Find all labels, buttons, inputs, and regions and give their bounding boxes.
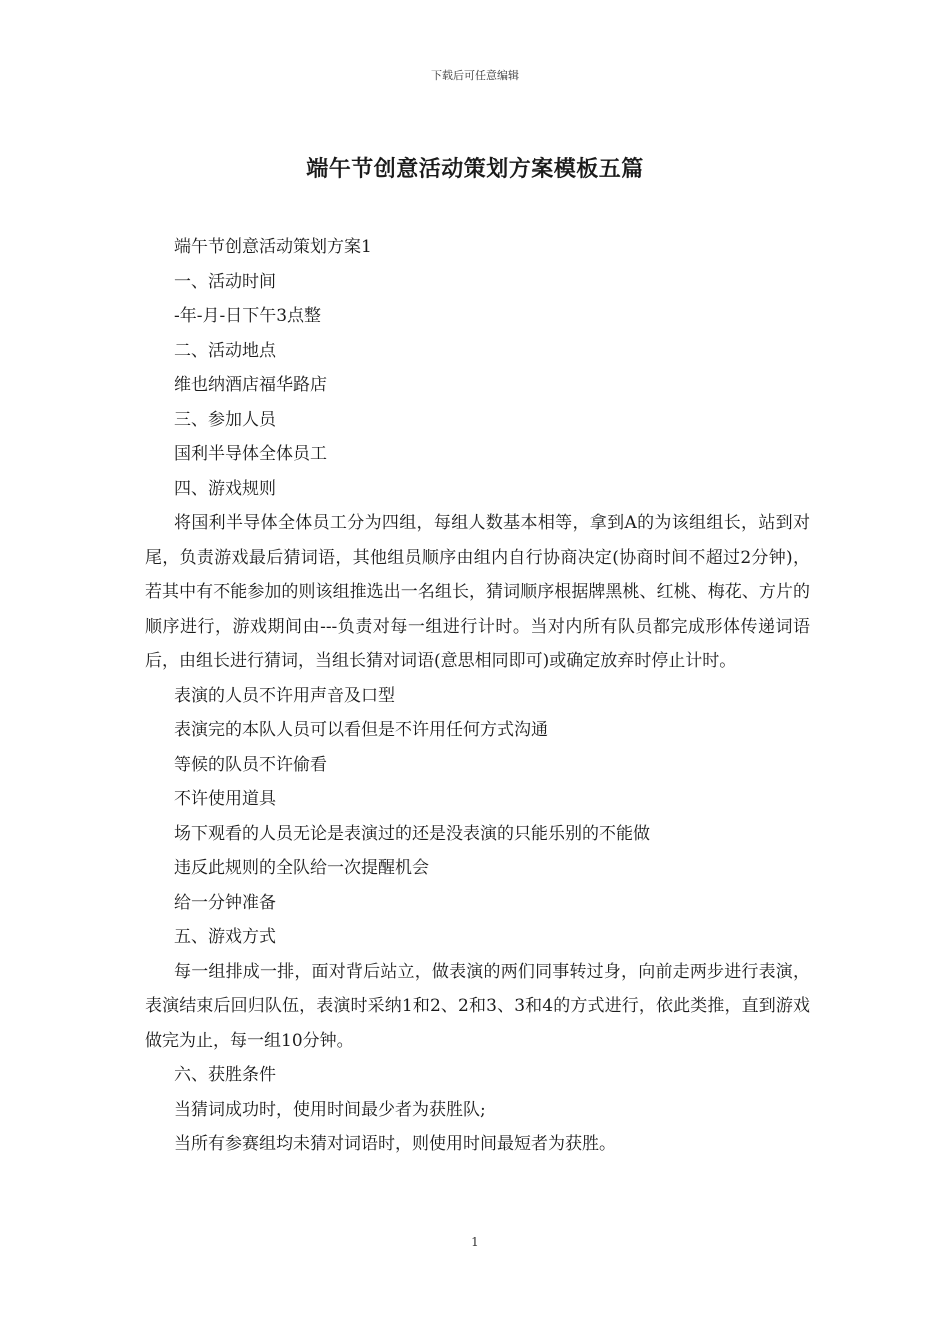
rule-item: 场下观看的人员无论是表演过的还是没表演的只能乐别的不能做 bbox=[174, 823, 650, 844]
rule-item: 不许使用道具 bbox=[174, 789, 276, 809]
section-subtitle: 端午节创意活动策划方案1 bbox=[174, 237, 372, 257]
document-title: 端午节创意活动策划方案模板五篇 bbox=[306, 156, 644, 182]
document-body bbox=[145, 230, 810, 1162]
page-number: 1 bbox=[471, 1235, 479, 1249]
activity-time-text: -年-月-日下午3点整 bbox=[174, 306, 322, 326]
page-header-note: 下载后可任意编辑 bbox=[431, 69, 519, 82]
rule-item: 表演完的本队人员可以看但是不许用任何方式沟通 bbox=[174, 720, 548, 740]
heading-game-rules: 四、游戏规则 bbox=[174, 478, 276, 499]
win-condition-item: 当所有参赛组均未猜对词语时，则使用时间最短者为获胜。 bbox=[174, 1134, 616, 1154]
heading-game-method: 五、游戏方式 bbox=[174, 927, 276, 947]
win-condition-item: 当猜词成功时，使用时间最少者为获胜队; bbox=[174, 1099, 486, 1120]
participants-text: 国利半导体全体员工 bbox=[174, 444, 327, 464]
heading-participants: 三、参加人员 bbox=[174, 409, 276, 430]
heading-win-conditions: 六、获胜条件 bbox=[174, 1065, 276, 1085]
activity-location-text: 维也纳酒店福华路店 bbox=[174, 375, 327, 395]
rule-item: 表演的人员不许用声音及口型 bbox=[174, 685, 395, 706]
rule-item: 违反此规则的全队给一次提醒机会 bbox=[174, 858, 429, 878]
rule-item: 给一分钟准备 bbox=[174, 892, 276, 913]
heading-activity-time: 一、活动时间 bbox=[174, 271, 276, 292]
game-rules-paragraph: 将国利半导体全体员工分为四组，每组人数基本相等，拿到A的为该组组长，站到对尾，负责游戏最后猜词语，其他组员顺序由组内自行协商决定(协商时间不超过2分钟)，若其中有不能参加的则该组推选出一名组长，猜词顺序根据牌黑桃、红桃、梅花、方片的顺序进行，游戏期间由---负责对每一组进行计时。当对内所有队员都完成形体传递词语后，由组长进行猜词，当组长猜对词语(意思相同即可)或确定放弃时停止计时。 bbox=[145, 513, 810, 671]
rule-item: 等候的队员不许偷看 bbox=[174, 754, 327, 775]
heading-activity-location: 二、活动地点 bbox=[174, 340, 276, 361]
game-method-paragraph: 每一组排成一排，面对背后站立，做表演的两们同事转过身，向前走两步进行表演，表演结束后回归队伍，表演时采纳1和2、2和3、3和4的方式进行，依此类推，直到游戏做完为止，每一组10分钟。 bbox=[145, 961, 810, 1051]
